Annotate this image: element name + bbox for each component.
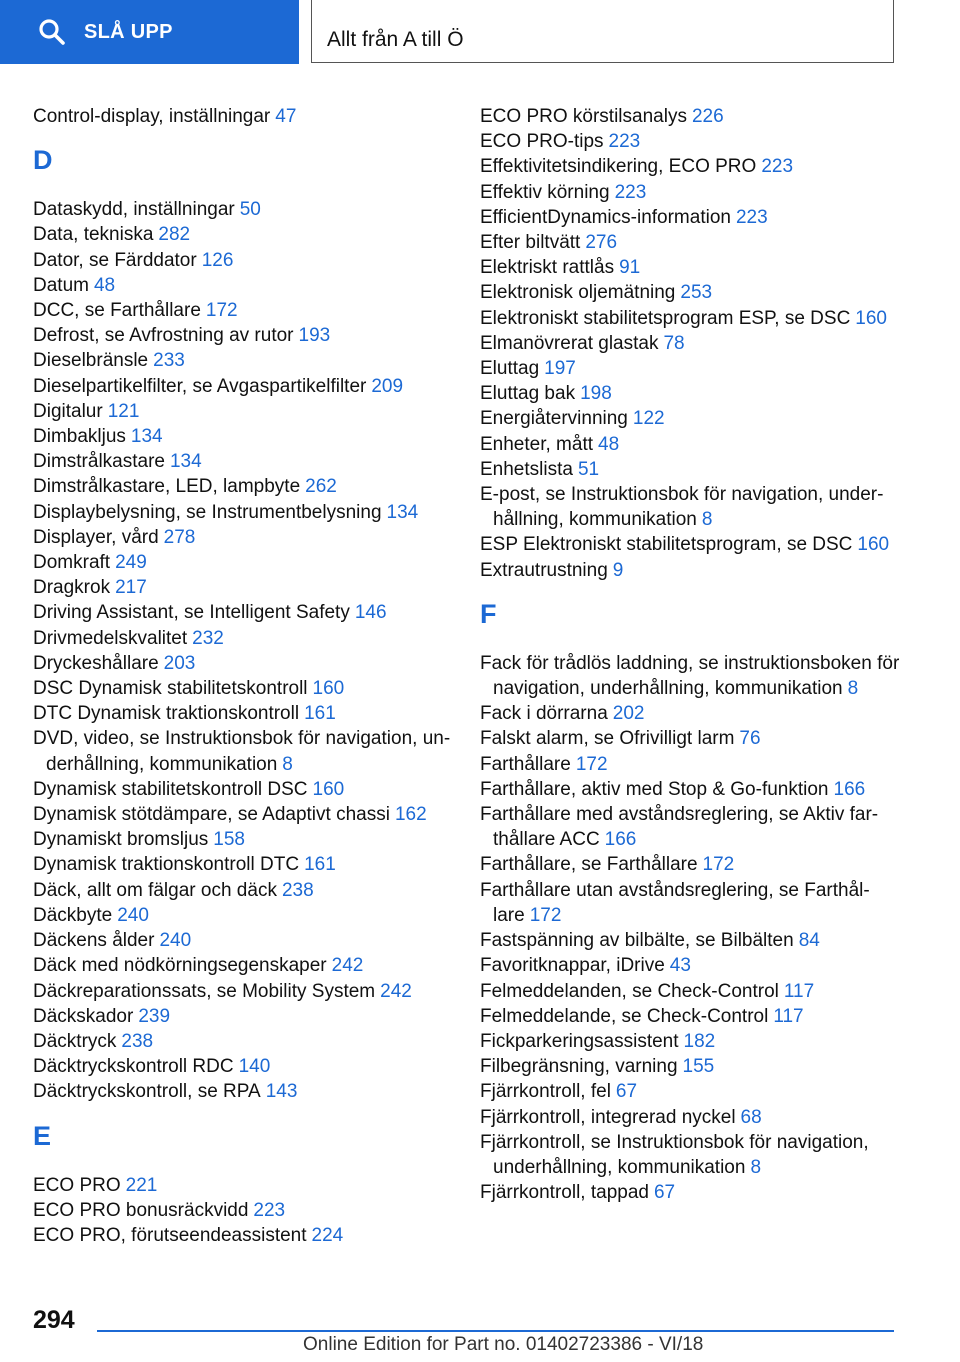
index-entry — [33, 1029, 458, 1054]
index-column-left — [33, 104, 458, 1248]
index-entry-text: Däckens ålder — [33, 930, 155, 952]
index-entry — [33, 474, 458, 499]
index-entry-text: Elektriskt rattlås — [480, 257, 615, 279]
page-link[interactable]: 276 — [585, 232, 618, 254]
page-link[interactable]: 198 — [580, 383, 612, 405]
index-entry — [480, 928, 900, 953]
page-link[interactable]: 122 — [632, 408, 665, 430]
page-link[interactable]: 9 — [612, 559, 624, 581]
index-entry — [480, 482, 900, 532]
top-bar — [0, 0, 960, 66]
index-entry — [480, 205, 900, 230]
page-link[interactable]: 67 — [653, 1182, 676, 1204]
page-link[interactable]: 158 — [213, 829, 245, 851]
page-link[interactable]: 134 — [386, 501, 419, 523]
index-entry-text: Elmanövrerat glastak — [480, 332, 659, 354]
index-entry — [480, 381, 900, 406]
index-entry — [33, 298, 458, 323]
page-link[interactable]: 242 — [380, 980, 412, 1002]
page-link[interactable]: 43 — [669, 955, 691, 977]
search-icon — [38, 18, 66, 46]
index-entry — [480, 1079, 900, 1104]
index-entry — [480, 979, 900, 1004]
page-link[interactable]: 140 — [238, 1056, 271, 1078]
index-entry-text: Dimbakljus — [33, 426, 126, 448]
index-entry-text: Däck med nödkörningsegenskaper — [33, 955, 327, 977]
page-link[interactable]: 197 — [544, 358, 576, 380]
page-link[interactable]: 242 — [331, 955, 364, 977]
index-entry-text: Falskt alarm, se Ofrivilligt larm — [480, 728, 735, 750]
page-link[interactable]: 166 — [604, 829, 637, 851]
page-link[interactable]: 172 — [205, 300, 238, 322]
page-link[interactable]: 232 — [192, 627, 224, 649]
index-entry — [33, 777, 458, 802]
index-entry — [33, 626, 458, 651]
page-link[interactable]: 143 — [265, 1081, 298, 1103]
page-link[interactable]: 8 — [701, 509, 713, 531]
index-entry-text: Energiåtervinning — [480, 408, 628, 430]
index-entry — [480, 1029, 900, 1054]
index-entry — [33, 928, 458, 953]
index-entry-text: Filbegränsning, varning — [480, 1056, 678, 1078]
index-entry-text: Drivmedelskvalitet — [33, 627, 188, 649]
index-entry — [33, 1004, 458, 1029]
index-entry-text: Control-display, inställningar — [33, 106, 271, 127]
index-entry — [33, 878, 458, 903]
edition-text: Online Edition for Part no. 01402723386 - VI/18 — [303, 1334, 704, 1355]
index-entry-text: Dynamisk traktionskontroll DTC — [33, 854, 300, 876]
index-entry — [33, 852, 458, 877]
index-entry — [480, 532, 900, 557]
index-entry-text: Däck, allt om fälgar och däck — [33, 879, 277, 901]
index-entry — [480, 953, 900, 978]
index-entry-text: Digitalur — [33, 400, 103, 422]
index-entry-text: Effektiv körning — [480, 181, 610, 203]
page-link[interactable]: 8 — [847, 678, 859, 700]
index-entry-text: Däckskador — [33, 1005, 134, 1027]
index-entry — [480, 255, 900, 280]
page-link[interactable]: 238 — [121, 1030, 154, 1052]
index-letter-heading: D — [33, 145, 53, 176]
page-link[interactable]: 182 — [683, 1030, 716, 1052]
index-entry-text: Däcktryck — [33, 1030, 117, 1052]
index-entry-text: Extrautrustning — [480, 559, 608, 581]
page-link[interactable]: 8 — [750, 1156, 762, 1178]
index-entry — [480, 852, 900, 877]
page-link[interactable]: 172 — [575, 753, 608, 775]
page-link[interactable]: 146 — [354, 602, 387, 624]
index-entry — [480, 356, 900, 381]
page-link[interactable]: 8 — [282, 753, 293, 775]
page-link[interactable]: 51 — [577, 458, 600, 480]
page-link[interactable]: 91 — [619, 257, 641, 279]
index-entry — [480, 777, 900, 802]
index-entry-text: Farthållare, se Farthållare — [480, 854, 698, 876]
index-entry-text: Dator, se Färddator — [33, 249, 197, 271]
index-entry — [33, 424, 458, 449]
index-entry-text: Däckreparationssats, se Mobility System — [33, 980, 376, 1002]
index-entry-text: Effektivitetsindikering, ECO PRO — [480, 156, 757, 178]
page-link[interactable]: 238 — [281, 879, 314, 901]
index-entry-text: Dieselpartikelfilter, se Avgaspartikelfilter — [33, 375, 367, 397]
index-entry-text: Favoritknappar, iDrive — [480, 955, 665, 977]
index-entry-text: Enhetslista — [480, 458, 573, 480]
page-link[interactable]: 223 — [614, 181, 647, 203]
index-entry-text: Dynamisk stötdämpare, se Adaptivt chassi — [33, 804, 390, 826]
page-link[interactable]: 160 — [312, 778, 345, 800]
page-link[interactable]: 134 — [130, 426, 163, 448]
index-entry-text: Farthållare — [480, 753, 571, 775]
index-entry — [480, 280, 900, 305]
index-entry — [33, 248, 458, 273]
index-entry-text: Felmeddelanden, se Check-Control — [480, 980, 779, 1002]
page-link[interactable]: 223 — [735, 206, 768, 228]
index-entry — [33, 802, 458, 827]
index-entry — [480, 651, 900, 701]
page-link[interactable]: 223 — [608, 131, 641, 153]
page-link[interactable]: 126 — [201, 249, 234, 271]
index-entry — [480, 701, 900, 726]
index-entry-text: DTC Dynamisk traktionskontroll — [33, 703, 300, 725]
page-link[interactable]: 240 — [159, 930, 192, 952]
index-entry — [480, 1130, 900, 1180]
page-link[interactable]: 48 — [598, 433, 620, 455]
index-entry — [33, 726, 458, 776]
index-entry — [480, 1054, 900, 1079]
page-link[interactable]: 193 — [298, 325, 331, 347]
index-entry — [33, 1198, 458, 1223]
index-entry-text: EfficientDynamics-information — [480, 206, 731, 228]
page-link[interactable]: 249 — [115, 552, 147, 574]
page-link[interactable]: 84 — [798, 930, 820, 952]
index-entry-text: Dryckeshållare — [33, 652, 159, 674]
page-link[interactable]: 233 — [153, 350, 185, 372]
index-entry — [33, 323, 458, 348]
index-entry — [480, 878, 900, 928]
index-entry-text: Defrost, se Avfrostning av rutor — [33, 325, 294, 347]
page-link[interactable]: 121 — [107, 400, 140, 422]
index-entry — [480, 180, 900, 205]
index-entry — [33, 701, 458, 726]
index-entry-text: Efter biltvätt — [480, 232, 581, 254]
index-entry-text: Dimstrålkastare, LED, lampbyte — [33, 476, 301, 498]
page-link[interactable]: 160 — [857, 534, 890, 556]
page-link[interactable]: 239 — [138, 1005, 171, 1027]
index-entry-text: Dieselbränsle — [33, 350, 149, 372]
index-entry-text: Fack för trådlös laddning, se instruktionsboken för navigation, underhållning, kommunikation — [480, 652, 900, 700]
index-entry-text: Farthållare med avståndsreglering, se Aktiv farthållare ACC — [480, 804, 879, 851]
index-entry-text: DVD, video, se Instruktionsbok för navigation, underhållning, kommunikation — [33, 728, 451, 775]
page-link[interactable]: 278 — [163, 526, 196, 548]
page-link[interactable]: 224 — [311, 1224, 344, 1246]
page-link[interactable]: 155 — [682, 1056, 715, 1078]
index-entry — [480, 104, 900, 129]
index-entry — [480, 406, 900, 431]
page-number: 294 — [33, 1306, 75, 1334]
index-entry-text: ECO PRO bonusräckvidd — [33, 1199, 249, 1221]
page-link[interactable]: 209 — [371, 375, 404, 397]
page-link[interactable]: 68 — [740, 1106, 762, 1128]
section-title-box — [311, 0, 894, 63]
page-link[interactable]: 160 — [312, 678, 345, 700]
index-entry-text: Felmeddelande, se Check-Control — [480, 1005, 769, 1027]
page-link[interactable]: 226 — [691, 106, 724, 127]
index-entry — [33, 953, 458, 978]
index-entry-text: DSC Dynamisk stabilitetskontroll — [33, 678, 308, 700]
index-entry-text: Enheter, mått — [480, 433, 594, 455]
page-link[interactable]: 223 — [761, 156, 794, 178]
index-entry — [33, 222, 458, 247]
index-entry — [33, 500, 458, 525]
index-entry — [33, 827, 458, 852]
index-entry-text: Data, tekniska — [33, 224, 154, 246]
index-entry-text: Fjärrkontroll, tappad — [480, 1182, 649, 1204]
page-link[interactable]: 223 — [253, 1199, 286, 1221]
index-entry-text: Fjärrkontroll, integrerad nyckel — [480, 1106, 736, 1128]
index-letter-heading: F — [480, 598, 497, 629]
index-entry-text: Datum — [33, 274, 89, 296]
index-entry-text: Dataskydd, inställningar — [33, 199, 235, 221]
index-entry — [33, 575, 458, 600]
page-link[interactable]: 76 — [739, 728, 761, 750]
index-entry-text: ECO PRO, förutseendeassistent — [33, 1224, 307, 1246]
index-entry-text: Fack i dörrarna — [480, 703, 608, 725]
index-entry-text: Displaybelysning, se Instrumentbelysning — [33, 501, 382, 523]
page-link[interactable]: 172 — [529, 904, 562, 926]
index-entry — [480, 558, 900, 583]
index-entry — [480, 1004, 900, 1029]
index-entry — [33, 273, 458, 298]
index-entry-text: Fastspänning av bilbälte, se Bilbälten — [480, 930, 794, 952]
index-entry — [480, 230, 900, 255]
index-entry-text: Eluttag bak — [480, 383, 576, 405]
footer-divider — [97, 1330, 894, 1332]
index-entry-text: ECO PRO-tips — [480, 131, 604, 153]
index-entry-text: Domkraft — [33, 552, 111, 574]
index-entry — [33, 651, 458, 676]
index-entry-text: Dynamisk stabilitetskontroll DSC — [33, 778, 308, 800]
index-entry-text: Däcktryckskontroll RDC — [33, 1056, 234, 1078]
index-entry-text: Dynamiskt bromsljus — [33, 829, 209, 851]
index-entry — [480, 457, 900, 482]
index-entry — [33, 903, 458, 928]
page-link[interactable]: 160 — [855, 307, 887, 329]
index-entry-text: ESP Elektroniskt stabilitetsprogram, se DSC — [480, 534, 853, 556]
index-entry-text: Elektronisk oljemätning — [480, 282, 676, 304]
index-entry — [33, 1054, 458, 1079]
index-entry — [33, 449, 458, 474]
index-entry-text: ECO PRO — [33, 1174, 121, 1196]
page-link[interactable]: 253 — [680, 282, 713, 304]
index-entry — [480, 331, 900, 356]
index-entry — [480, 1180, 900, 1205]
index-entry — [33, 104, 458, 129]
page-link[interactable]: 221 — [125, 1174, 158, 1196]
index-entry-text: Däcktryckskontroll, se RPA — [33, 1081, 261, 1103]
index-entry — [480, 154, 900, 179]
index-entry — [480, 1105, 900, 1130]
page-link[interactable]: 240 — [117, 904, 149, 926]
index-entry — [33, 348, 458, 373]
index-entry-text: Dragkrok — [33, 577, 111, 599]
index-entry — [33, 600, 458, 625]
page-link[interactable]: 134 — [169, 451, 202, 473]
index-entry-text: Driving Assistant, se Intelligent Safety — [33, 602, 350, 624]
index-entry-text: Farthållare, aktiv med Stop & Go-funktion — [480, 778, 829, 800]
section-title: Allt från A till Ö — [327, 28, 464, 51]
page-link[interactable]: 117 — [773, 1005, 804, 1027]
index-entry-text: Dimstrålkastare — [33, 451, 165, 473]
page-link[interactable]: 47 — [275, 106, 297, 127]
page-link[interactable]: 166 — [833, 778, 866, 800]
index-entry-text: Fjärrkontroll, se Instruktionsbok för navigation, underhållning, kommunikation — [480, 1131, 869, 1178]
page-link[interactable]: 117 — [783, 980, 815, 1002]
search-button-label: SLÅ UPP — [84, 20, 173, 43]
index-entry — [480, 129, 900, 154]
page-link[interactable]: 217 — [115, 577, 147, 599]
index-entry — [33, 1173, 458, 1198]
index-entry — [33, 979, 458, 1004]
index-entry-text: ECO PRO körstilsanalys — [480, 106, 687, 127]
page-link[interactable]: 162 — [394, 804, 427, 826]
index-entry — [33, 676, 458, 701]
page-link[interactable]: 50 — [239, 199, 261, 221]
page-link[interactable]: 262 — [305, 476, 337, 498]
index-letter-heading: E — [33, 1120, 52, 1151]
index-entry-text: Fickparkeringsassistent — [480, 1030, 679, 1052]
index-entry — [33, 399, 458, 424]
index-entry-text: Displayer, vård — [33, 526, 159, 548]
page-link[interactable]: 203 — [163, 652, 196, 674]
index-entry — [33, 525, 458, 550]
index-entry-text: DCC, se Farthållare — [33, 300, 201, 322]
index-entry-text: Farthållare utan avståndsreglering, se Farthållare — [480, 879, 870, 926]
page-link[interactable]: 202 — [612, 703, 645, 725]
index-entry-text: E-post, se Instruktionsbok för navigation, underhållning, kommunikation — [480, 484, 884, 531]
index-entry — [33, 374, 458, 399]
index-entry — [33, 1223, 458, 1248]
index-entry — [33, 550, 458, 575]
index-entry-text: Fjärrkontroll, fel — [480, 1081, 611, 1103]
page-link[interactable]: 78 — [663, 332, 685, 354]
index-entry — [480, 432, 900, 457]
index-entry — [33, 197, 458, 222]
index-entry-text: Eluttag — [480, 358, 540, 380]
page-link[interactable]: 161 — [304, 703, 336, 725]
index-entry-text: Elektroniskt stabilitetsprogram ESP, se DSC — [480, 307, 851, 329]
index-entry — [480, 752, 900, 777]
page-link[interactable]: 67 — [615, 1081, 638, 1103]
page-link[interactable]: 282 — [158, 224, 191, 246]
index-entry-text: Däckbyte — [33, 904, 113, 926]
search-button[interactable] — [0, 0, 299, 64]
page-footer — [0, 1296, 960, 1362]
page-link[interactable]: 172 — [702, 854, 735, 876]
page-link[interactable]: 48 — [93, 274, 116, 296]
index-entry — [480, 726, 900, 751]
index-column-right — [480, 104, 900, 1205]
index-entry — [480, 306, 900, 331]
page-link[interactable]: 161 — [304, 854, 336, 876]
index-entry — [480, 802, 900, 852]
index-entry — [33, 1079, 458, 1104]
